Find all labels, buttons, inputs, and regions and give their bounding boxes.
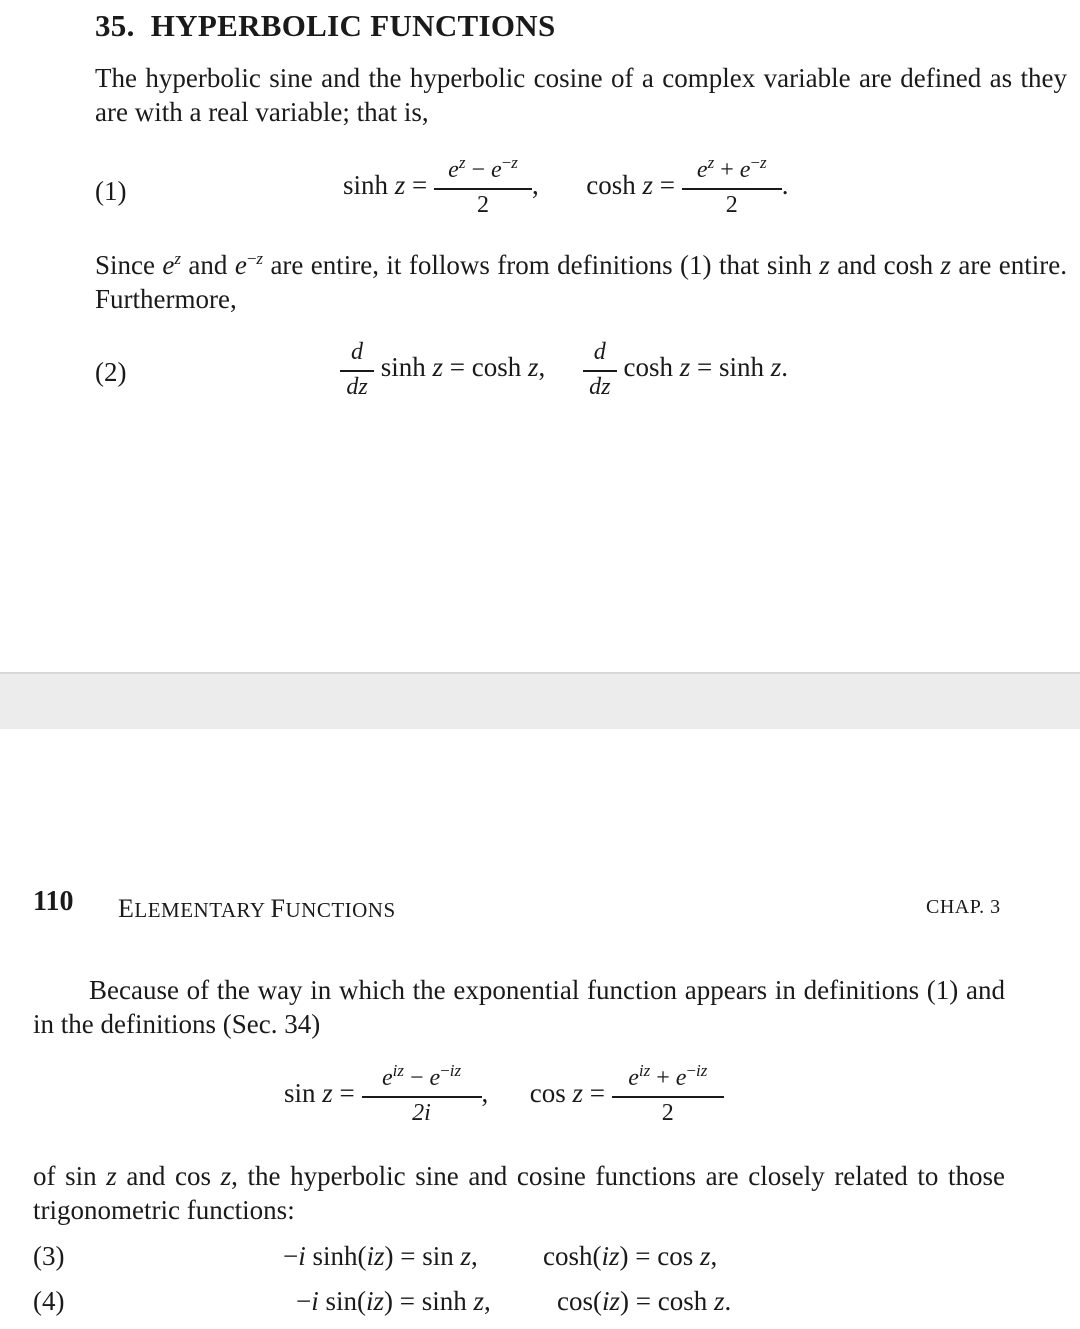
cosh-fraction: $\frac{e^z + e^{-z}}{2}$	[682, 157, 782, 219]
section-heading	[95, 8, 556, 44]
cos-fraction: $\frac{e^{iz} + e^{-iz}}{2}$	[612, 1065, 724, 1127]
running-head	[33, 886, 73, 918]
eq1-label: (1)	[95, 176, 127, 206]
cosh-lhs: cosh	[586, 170, 636, 201]
derivative-cosh: cosh z = sinh z.	[623, 352, 789, 383]
section-title: HYPERBOLIC FUNCTIONS	[150, 8, 556, 43]
sin-lhs: sin z =	[284, 1078, 355, 1109]
trig-definitions: sin z = $\frac{e^{iz} - e^{-iz}}{2i}$ , cos z = $\frac{e^{iz} + e^{-iz}}{2}$	[284, 1065, 724, 1127]
d-dz-fraction-right: $\frac{d}{dz}$	[583, 339, 617, 401]
entire-paragraph: Since $e^z$ and $e^{-z}$ are entire, it follows from definitions (1) that sinh z and cosh z are entire. Furthermore,	[95, 249, 1068, 314]
equation-2	[340, 339, 788, 401]
derivative-sinh: sinh z = cosh z,	[380, 352, 546, 383]
page-number: 110	[33, 886, 74, 917]
eq3-label: (3)	[33, 1241, 65, 1271]
eq3-right: cosh(iz) = cos z,	[543, 1241, 718, 1271]
eq4-left: −i sin(iz) = sinh z,	[296, 1286, 491, 1316]
chapter-label: CHAP. 3	[926, 896, 1001, 918]
related-paragraph: of sin z and cos z, the hyperbolic sine and cosine functions are closely related to those trigonometric functions:	[33, 1161, 1006, 1225]
equation-1: sinh z = $\frac{e^z - e^{-z}}{2}$ , cosh z = $\frac{e^z + e^{-z}}{2}$ .	[343, 153, 789, 218]
page-separator	[0, 672, 1080, 729]
intro-paragraph: The hyperbolic sine and the hyperbolic cosine of a complex variable are defined as they are with a real variable; that is,	[95, 63, 1067, 127]
because-paragraph: Because of the way in which the exponential function appears in definitions (1) and in the definitions (Sec. 34)	[33, 975, 1005, 1039]
section-number: 35.	[95, 8, 135, 43]
sinh-lhs: sinh	[343, 170, 389, 201]
cos-lhs: cos z =	[529, 1078, 606, 1109]
eq4-label: (4)	[33, 1286, 65, 1316]
running-head-title: ELEMENTARY FUNCTIONS	[118, 894, 396, 923]
eq2-label: (2)	[95, 357, 127, 387]
eq3-left: −i sinh(iz) = sin z,	[283, 1241, 478, 1271]
d-dz-fraction-left: $\frac{d}{dz}$	[340, 339, 374, 401]
sin-fraction: $\frac{e^{iz} - e^{-iz}}{2i}$	[362, 1065, 482, 1127]
eq4-right: cos(iz) = cosh z.	[557, 1286, 732, 1316]
sinh-fraction: $\frac{e^z - e^{-z}}{2}$	[434, 157, 532, 219]
